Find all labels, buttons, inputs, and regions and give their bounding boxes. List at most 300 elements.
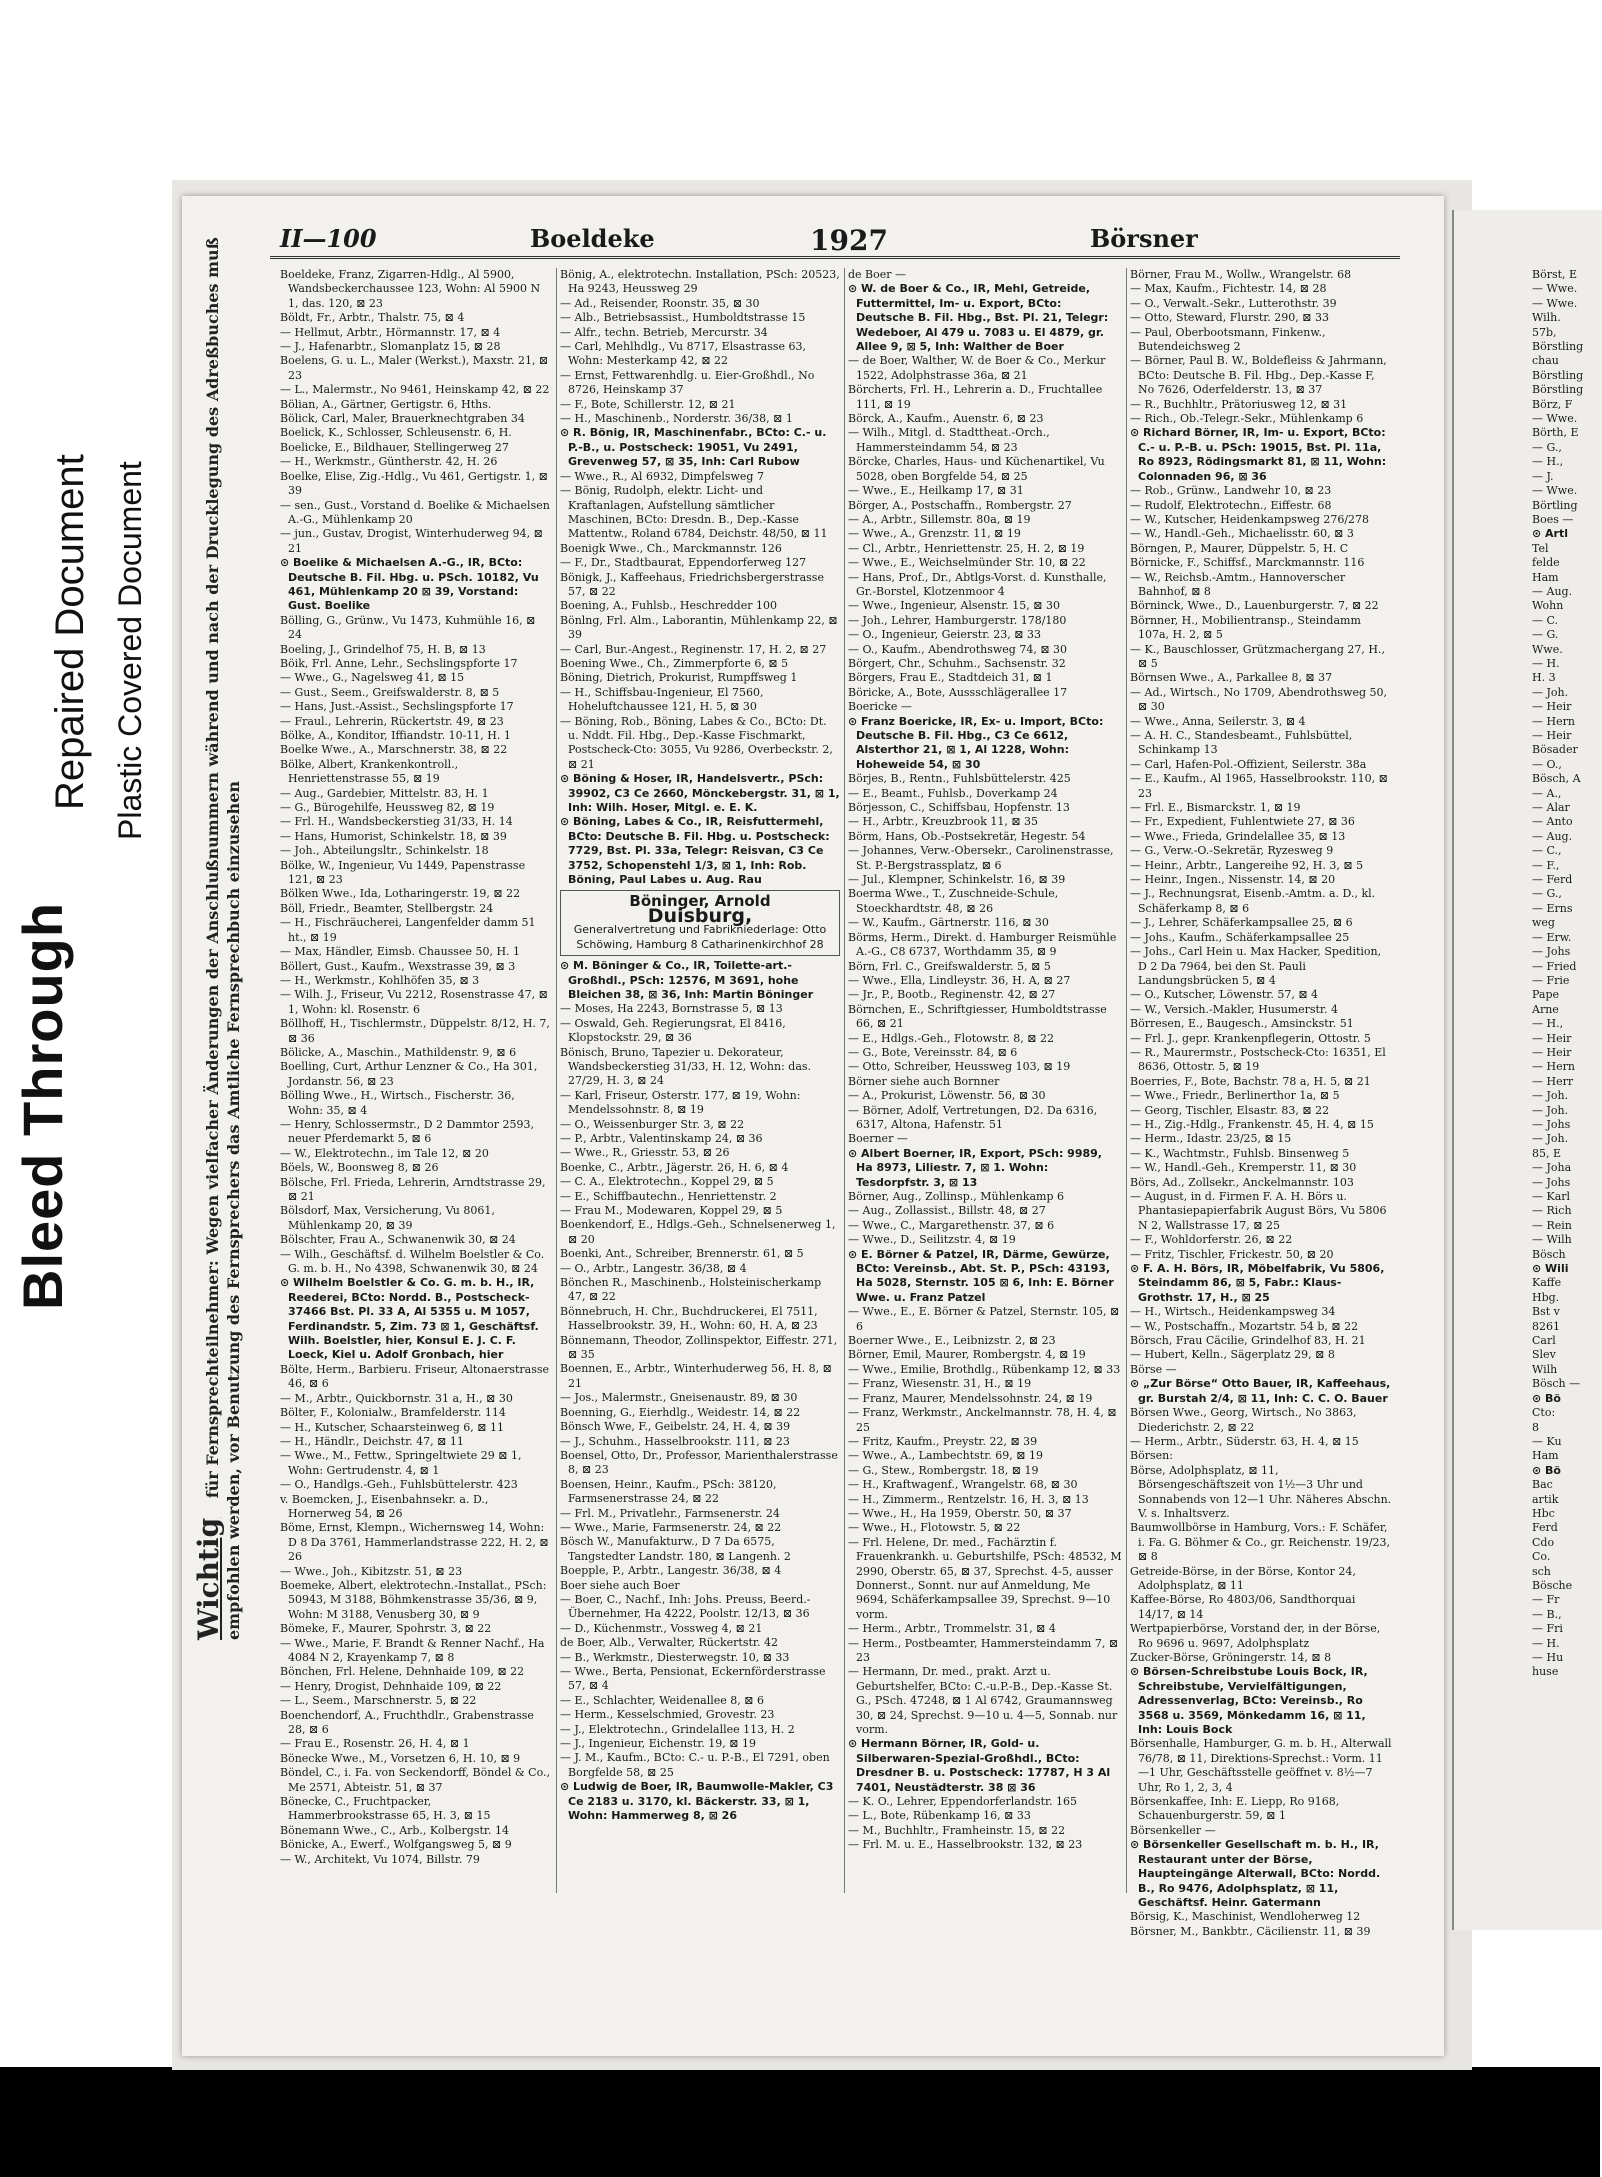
directory-entry: Börse, Adolphsplatz, ⊠ 11, Börsengeschäftszeit von 1½—3 Uhr und Sonnabends von 12—1 Uhr. Näheres Abschn. V. s. Inhaltsverz. bbox=[1130, 1463, 1392, 1520]
directory-entry: — Johannes, Verw.-Obersekr., Carolinenstrasse, St. P.-Bergstrassplatz, ⊠ 6 bbox=[848, 844, 1114, 872]
directory-entry: — Cl., Arbtr., Henriettenstr. 25, H. 2, ⊠ 19 bbox=[848, 541, 1085, 555]
directory-entry: — jun., Gustav, Drogist, Winterhuderweg 94, ⊠ 21 bbox=[280, 527, 543, 555]
directory-entry: — H. bbox=[1532, 656, 1560, 670]
directory-entry: — Otto, Schreiber, Heussweg 103, ⊠ 19 bbox=[848, 1060, 1071, 1074]
directory-entry: Bölke, A., Konditor, Iffiandstr. 10-11, H. 1 bbox=[280, 729, 511, 742]
directory-entry: — Wwe., E., Weichselmünder Str. 10, ⊠ 22 bbox=[848, 556, 1086, 570]
directory-entry: — Erns bbox=[1532, 901, 1573, 915]
directory-entry: Baumwollbörse in Hamburg, Vors.: F. Schäfer, i. Fa. G. Böhmer & Co., gr. Reichenstr. 19/23, ⊠ 8 bbox=[1130, 1521, 1390, 1564]
directory-entry: — Hern bbox=[1532, 1060, 1575, 1074]
directory-entry: — Fr., Expedient, Fuhlentwiete 27, ⊠ 36 bbox=[1130, 815, 1355, 829]
directory-entry: Bölke, W., Ingenieur, Vu 1449, Papenstrasse 121, ⊠ 23 bbox=[280, 858, 526, 887]
directory-entry: Boemeke, Albert, elektrotechn.-Installat., PSch: 50943, M 3188, Böhmkenstrasse 35/36, ⊠ 9, Wohn: M 3188, Venusberg 30, ⊠ 9 bbox=[280, 1578, 547, 1621]
directory-entry: Boer siehe auch Boer bbox=[560, 1578, 680, 1592]
directory-entry: — Wwe., R., Griesstr. 53, ⊠ 26 bbox=[560, 1146, 730, 1160]
repaired-document-stamp: Repaired Document bbox=[48, 454, 92, 810]
directory-entry: — M., Buchhltr., Framheinstr. 15, ⊠ 22 bbox=[848, 1823, 1066, 1837]
directory-entry: — Joh. bbox=[1532, 1103, 1569, 1117]
directory-entry: — Frl. J., gepr. Krankenpflegerin, Ottostr. 5 bbox=[1130, 1031, 1371, 1045]
directory-entry: Boes — bbox=[1532, 512, 1574, 526]
directory-entry: — W., Versich.-Makler, Husumerstr. 4 bbox=[1130, 1002, 1338, 1016]
directory-entry: ⊙ Wilhelm Boelstler & Co. G. m. b. H., IR, Reederei, BCto: Nordd. B., Postscheck-37466 Bst. Pl. 33 A, Al 5355 u. M 1057, Ferdinandstr. 5, Zim. 73 ⊠ 1, Geschäftsf. Wilh. Boelstler, hier, Konsul E. J. C. F. Loeck, Kiel u. Adolf Gronbach, hier bbox=[280, 1276, 539, 1362]
directory-entry: Börner, Emil, Maurer, Rombergstr. 4, ⊠ 19 bbox=[848, 1348, 1086, 1362]
directory-entry: — J., Schuhm., Hasselbrookstr. 111, ⊠ 23 bbox=[560, 1434, 790, 1448]
directory-entry: Börm, Hans, Ob.-Postsekretär, Hegestr. 54 bbox=[848, 829, 1086, 843]
directory-entry: Bac bbox=[1532, 1478, 1553, 1492]
directory-entry: — H., Wirtsch., Heidenkampsweg 34 bbox=[1130, 1305, 1336, 1319]
directory-entry: Boelicke, E., Bildhauer, Stellingerweg 27 bbox=[280, 440, 509, 454]
directory-entry: Bönnemann, Theodor, Zollinspektor, Eiffestr. 271, ⊠ 35 bbox=[560, 1333, 838, 1362]
directory-entry: Börsner, M., Bankbtr., Cäcilienstr. 11, ⊠ 39 bbox=[1130, 1924, 1371, 1938]
directory-entry: — H., Arbtr., Kreuzbrook 11, ⊠ 35 bbox=[848, 815, 1039, 829]
directory-entry: — Wwe., Marie, Farmsenerstr. 24, ⊠ 22 bbox=[560, 1520, 782, 1534]
directory-entry: Börstling bbox=[1532, 368, 1584, 382]
directory-entry: Böllert, Gust., Kaufm., Wexstrasse 39, ⊠ 3 bbox=[280, 959, 516, 973]
directory-entry: — Johs., Carl Hein u. Max Hacker, Spedition, D 2 Da 7964, bei den St. Pauli Landungsbrücken 5, ⊠ 4 bbox=[1130, 945, 1382, 987]
directory-entry: — J., Rechnungsrat, Eisenb.-Amtm. a. D., kl. Schäferkamp 8, ⊠ 6 bbox=[1130, 887, 1376, 915]
directory-entry: — Joh., Lehrer, Hamburgerstr. 178/180 bbox=[848, 613, 1067, 627]
directory-entry: — Anto bbox=[1532, 815, 1573, 829]
directory-entry: Börjesson, C., Schiffsbau, Hopfenstr. 13 bbox=[848, 801, 1070, 815]
directory-entry: Börner siehe auch Bornner bbox=[848, 1074, 1000, 1088]
directory-entry: Boelens, G. u. L., Maler (Werkst.), Maxstr. 21, ⊠ 23 bbox=[280, 354, 549, 382]
column-rule bbox=[844, 268, 845, 1893]
directory-entry: Börner, Aug., Zollinsp., Mühlenkamp 6 bbox=[848, 1190, 1064, 1203]
directory-entry: Böik, Frl. Anne, Lehr., Sechslingspforte 17 bbox=[280, 656, 518, 670]
directory-entry: — Carl, Mehlhdlg., Vu 8717, Elsastrasse 63, Wohn: Mesterkamp 42, ⊠ 22 bbox=[560, 340, 807, 368]
directory-entry: Boeling, J., Grindelhof 75, H. B, ⊠ 13 bbox=[280, 642, 486, 656]
directory-entry: Börstling bbox=[1532, 383, 1584, 397]
directory-entry: Börtling bbox=[1532, 498, 1578, 512]
directory-entry: Börnicke, F., Schiffsf., Marckmannstr. 116 bbox=[1130, 556, 1365, 570]
directory-entry: Börcke, Charles, Haus- und Küchenartikel, Vu 5028, oben Borgfelde 54, ⊠ 25 bbox=[848, 455, 1105, 483]
warning-text: für Fernsprechteilnehmer: Wegen vielfacher Änderungen der Anschlußnummern während und nach der Drucklegung des Adreßbuches muß empfohlen werden, vor Benutzung des Fernsprechers das Amtliche Fernsprechbuch einzusehen bbox=[203, 237, 243, 1640]
directory-entry: Bölken Wwe., Ida, Lotharingerstr. 19, ⊠ 22 bbox=[280, 887, 521, 901]
advertisement-line: Duisburg, bbox=[647, 904, 753, 927]
page-number: II—100 bbox=[280, 224, 377, 253]
directory-entry: Co. bbox=[1532, 1550, 1551, 1564]
directory-entry: — Franz, Wiesenstr. 31, H., ⊠ 19 bbox=[848, 1377, 1032, 1391]
directory-entry: — H., bbox=[1532, 1017, 1564, 1031]
last-entry-name: Börsner bbox=[1090, 224, 1198, 253]
directory-entry: ⊙ Börsen-Schreibstube Louis Bock, IR, Schreibstube, Vervielfältigungen, Adressenverlag, BCto: Vereinsb., Ro 3568 u. 3569, Mönkedamm 16, ⊠ 11, Inh: Louis Bock bbox=[1130, 1665, 1368, 1737]
directory-entry: — Fritz, Tischler, Frickestr. 50, ⊠ 20 bbox=[1130, 1247, 1334, 1261]
directory-entry: Börjes, B., Rentn., Fuhlsbüttelerstr. 425 bbox=[848, 772, 1071, 786]
directory-entry: Hbg. bbox=[1532, 1290, 1560, 1304]
directory-entry: Böme, Ernst, Klempn., Wichernsweg 14, Wohn: D 8 Da 3761, Hammerlandstrasse 222, H. 2, ⊠ 26 bbox=[280, 1521, 549, 1564]
directory-entry: de Boer — bbox=[848, 268, 907, 281]
directory-entry: Bölsdorf, Max, Versicherung, Vu 8061, Mühlenkamp 20, ⊠ 39 bbox=[280, 1204, 495, 1232]
directory-entry: Börck, A., Kaufm., Auenstr. 6, ⊠ 23 bbox=[848, 412, 1044, 426]
directory-entry: Wohn bbox=[1532, 599, 1564, 613]
directory-entry: — Karl, Friseur, Osterstr. 177, ⊠ 19, Wohn: Mendelssohnstr. 8, ⊠ 19 bbox=[560, 1088, 801, 1117]
column-rule bbox=[556, 268, 557, 1893]
directory-entry: Börngen, P., Maurer, Düppelstr. 5, H. C bbox=[1130, 541, 1349, 555]
directory-entry: — August, in d. Firmen F. A. H. Börs u. Phantasiepapierfabrik August Börs, Vu 5806 N 2, Wallstrasse 17, ⊠ 25 bbox=[1130, 1190, 1387, 1232]
advertisement-box bbox=[560, 890, 840, 956]
column-2 bbox=[560, 268, 840, 1903]
directory-entry: — Wwe., Ingenieur, Alsenstr. 15, ⊠ 30 bbox=[848, 599, 1060, 613]
scanner-bottom-band bbox=[0, 2067, 1600, 2177]
directory-entry: — J., Elektrotechn., Grindelallee 113, H. 2 bbox=[560, 1722, 795, 1736]
directory-entry: — E., Schlachter, Weidenallee 8, ⊠ 6 bbox=[560, 1693, 764, 1707]
directory-entry: Boenning, G., Eierhdlg., Weidestr. 14, ⊠ 22 bbox=[560, 1405, 801, 1419]
directory-entry: — Aug. bbox=[1532, 584, 1573, 598]
directory-entry: — Herm., Arbtr., Süderstr. 63, H. 4, ⊠ 15 bbox=[1130, 1434, 1359, 1448]
directory-entry: Getreide-Börse, in der Börse, Kontor 24, Adolphsplatz, ⊠ 11 bbox=[1130, 1564, 1356, 1592]
directory-entry: — Fr bbox=[1532, 1593, 1560, 1607]
directory-entry: — Frau E., Rosenstr. 26, H. 4, ⊠ 1 bbox=[280, 1737, 470, 1751]
directory-entry: Bölicke, A., Maschin., Mathildenstr. 9, ⊠ 6 bbox=[280, 1045, 517, 1059]
directory-entry: Börsenkaffee, Inh: E. Liepp, Ro 9168, Schauenburgerstr. 59, ⊠ 1 bbox=[1130, 1795, 1340, 1823]
directory-entry: — C. A., Elektrotechn., Koppel 29, ⊠ 5 bbox=[560, 1175, 774, 1189]
directory-entry: — Wwe., Berta, Pensionat, Eckernförderstrasse 57, ⊠ 4 bbox=[560, 1665, 826, 1693]
directory-entry: Carl bbox=[1532, 1334, 1556, 1348]
directory-entry: — Herm., Kesselschmied, Grovestr. 23 bbox=[560, 1708, 775, 1722]
directory-entry: Bönchen, Frl. Helene, Dehnhaide 109, ⊠ 22 bbox=[280, 1665, 525, 1679]
directory-entry: — Hermann, Dr. med., prakt. Arzt u. Geburtshelfer, BCto: C.-u.P.-B., Dep.-Kasse St. G., PSch. 47248, ⊠ 1 Al 6742, Graumannsweg 30, ⊠ 24, Sprechst. 9—10 u. 4—5, Sonnab. nur vorm. bbox=[848, 1665, 1118, 1737]
directory-entry: — Frl. H., Wandsbeckerstieg 31/33, H. 14 bbox=[280, 815, 513, 829]
directory-entry: — F., Bote, Schillerstr. 12, ⊠ 21 bbox=[560, 397, 736, 411]
directory-entry: — E., Beamt., Fuhlsb., Doverkamp 24 bbox=[848, 786, 1058, 800]
directory-entry: Börst, E bbox=[1532, 268, 1578, 281]
directory-entry: — Karl bbox=[1532, 1190, 1571, 1203]
directory-entry: — Wwe. bbox=[1532, 282, 1578, 296]
directory-entry: Bölling, G., Grünw., Vu 1473, Kuhmühle 16, ⊠ 24 bbox=[280, 613, 536, 642]
directory-entry: Börth, E bbox=[1532, 426, 1579, 440]
directory-entry: — W., Reichsb.-Amtm., Hannoverscher Bahnhof, ⊠ 8 bbox=[1130, 570, 1346, 598]
directory-entry: — Heir bbox=[1532, 1045, 1572, 1059]
directory-entry: ⊙ „Zur Börse“ Otto Bauer, IR, Kaffeehaus, gr. Burstah 2/4, ⊠ 11, Inh: C. C. O. Bauer bbox=[1130, 1377, 1391, 1405]
directory-entry: — B., Werkmstr., Diesterwegstr. 10, ⊠ 33 bbox=[560, 1650, 790, 1664]
directory-entry: H. 3 bbox=[1532, 671, 1556, 685]
directory-entry: — L., Malermstr., No 9461, Heinskamp 42, ⊠ 22 bbox=[280, 383, 550, 397]
directory-entry: — W., Architekt, Vu 1074, Billstr. 79 bbox=[280, 1852, 480, 1866]
directory-entry: — A., Arbtr., Sillemstr. 80a, ⊠ 19 bbox=[848, 512, 1031, 526]
directory-entry: — Herm., Idastr. 23/25, ⊠ 15 bbox=[1130, 1132, 1292, 1146]
first-entry-name: Boeldeke bbox=[530, 224, 655, 253]
directory-entry: Boelick, K., Schlosser, Schleusenstr. 6, H. bbox=[280, 426, 512, 440]
directory-entry: — K. O., Lehrer, Eppendorferlandstr. 165 bbox=[848, 1795, 1078, 1809]
directory-entry: — Wwe., H., Ha 1959, Oberstr. 50, ⊠ 37 bbox=[848, 1506, 1072, 1520]
directory-entry: — H., Kutscher, Schaarsteinweg 6, ⊠ 11 bbox=[280, 1420, 505, 1434]
directory-entry: Cto: bbox=[1532, 1406, 1556, 1420]
directory-entry: — Wilh., Geschäftsf. d. Wilhelm Boelstler & Co. G. m. b. H., No 4398, Schwanenwik 30, ⊠ 24 bbox=[280, 1247, 545, 1276]
directory-entry: Boenchendorf, A., Fruchthdlr., Grabenstrasse 28, ⊠ 6 bbox=[280, 1708, 534, 1737]
directory-entry: — Fri bbox=[1532, 1622, 1563, 1636]
directory-entry: 85, E bbox=[1532, 1146, 1562, 1160]
directory-entry: Boensen, Heinr., Kaufm., PSch: 38120, Farmsenerstrasse 24, ⊠ 22 bbox=[560, 1477, 777, 1506]
directory-entry: Boelke, Elise, Zig.-Hdlg., Vu 461, Gertigstr. 1, ⊠ 39 bbox=[280, 469, 548, 498]
directory-entry: Bönemann Wwe., C., Arb., Kolbergstr. 14 bbox=[280, 1823, 509, 1837]
directory-entry: ⊙ Boelike & Michaelsen A.-G., IR, BCto: Deutsche B. Fil. Hbg. u. PSch. 10182, Vu 461, Mühlenkamp 20 ⊠ 39, Vorstand: Gust. Boelike bbox=[280, 556, 539, 613]
directory-entry: Börresen, E., Baugesch., Amsinckstr. 51 bbox=[1130, 1017, 1354, 1031]
directory-entry: — Wwe., Emilie, Brothdlg., Rübenkamp 12, ⊠ 33 bbox=[848, 1362, 1121, 1376]
column-4 bbox=[1130, 268, 1392, 1938]
directory-entry: — Henry, Schlossermstr., D 2 Dammtor 2593, neuer Pferdemarkt 5, ⊠ 6 bbox=[280, 1117, 535, 1146]
directory-entry: — Heir bbox=[1532, 1031, 1572, 1045]
directory-entry: Boericke — bbox=[848, 700, 912, 714]
directory-entry: Bönecke, C., Fruchtpacker, Hammerbrookstrasse 65, H. 3, ⊠ 15 bbox=[280, 1795, 491, 1823]
directory-entry: — Wwe., M., Fettw., Springeltwiete 29 ⊠ 1, Wohn: Gertrudenstr. 4, ⊠ 1 bbox=[280, 1449, 522, 1477]
directory-entry: Börsen Wwe., Georg, Wirtsch., No 3863, Diederichstr. 2, ⊠ 22 bbox=[1130, 1406, 1357, 1434]
directory-entry: Börgers, Frau E., Stadtdeich 31, ⊠ 1 bbox=[848, 671, 1053, 685]
directory-entry: — H. bbox=[1532, 1636, 1560, 1650]
directory-entry: ⊙ E. Börner & Patzel, IR, Därme, Gewürze, BCto: Vereinsb., Abt. St. P., PSch: 43193, Ha 5028, Sternstr. 105 ⊠ 6, Inh: E. Börner Wwe. u. Franz Patzel bbox=[848, 1247, 1114, 1304]
directory-entry: — Carl, Hafen-Pol.-Offizient, Seilerstr. 38a bbox=[1130, 757, 1367, 771]
directory-entry: — B., bbox=[1532, 1607, 1562, 1621]
advertisement-line: Generalvertretung und Fabrikniederlage: Otto Schöwing, Hamburg 8 Catharinenkirchhof 28 bbox=[573, 923, 827, 951]
directory-entry: Bölter, F., Kolonialw., Bramfelderstr. 114 bbox=[280, 1406, 506, 1420]
directory-entry: — G., Stew., Rombergstr. 18, ⊠ 19 bbox=[848, 1463, 1039, 1477]
directory-entry: Börstling bbox=[1532, 340, 1584, 354]
directory-entry: — Wwe., A., Grenzstr. 11, ⊠ 19 bbox=[848, 527, 1021, 541]
directory-entry: Ham bbox=[1532, 570, 1559, 584]
directory-entry: Wilh. bbox=[1532, 311, 1561, 325]
directory-entry: — Heir bbox=[1532, 729, 1572, 742]
directory-entry: — J., Ingenieur, Eichenstr. 19, ⊠ 19 bbox=[560, 1737, 756, 1751]
directory-entry: — Ad., Reisender, Roonstr. 35, ⊠ 30 bbox=[560, 296, 760, 310]
directory-entry: Wertpapierbörse, Vorstand der, in der Börse, Ro 9696 u. 9697, Adolphsplatz bbox=[1130, 1622, 1381, 1650]
directory-entry: — Wwe. bbox=[1532, 484, 1578, 498]
directory-entry: Böning, Dietrich, Prokurist, Rumpffsweg 1 bbox=[560, 671, 798, 685]
directory-entry: Bönecke Wwe., M., Vorsetzen 6, H. 10, ⊠ 9 bbox=[280, 1751, 521, 1765]
directory-entry: Bösch W., Manufakturw., D 7 Da 6575, Tangstedter Landstr. 180, ⊠ Langenh. 2 bbox=[560, 1535, 791, 1563]
directory-entry: Arne bbox=[1532, 1002, 1559, 1016]
directory-entry: — Wwe., H., Flotowstr. 5, ⊠ 22 bbox=[848, 1521, 1021, 1535]
directory-entry: Bönlng, Frl. Alm., Laborantin, Mühlenkamp 22, ⊠ 39 bbox=[560, 613, 838, 642]
directory-entry: — Heir bbox=[1532, 700, 1572, 714]
directory-entry: Bönsch Wwe, F., Geibelstr. 24, H. 4, ⊠ 39 bbox=[560, 1420, 791, 1434]
directory-entry: — Herr bbox=[1532, 1074, 1574, 1088]
directory-entry: — H., Zimmerm., Rentzelstr. 16, H. 3, ⊠ 13 bbox=[848, 1492, 1089, 1506]
directory-entry: — Herm., Arbtr., Trommelstr. 31, ⊠ 4 bbox=[848, 1622, 1056, 1636]
directory-entry: — J. bbox=[1532, 469, 1554, 483]
directory-entry: — W., Elektrotechn., im Tale 12, ⊠ 20 bbox=[280, 1146, 489, 1160]
directory-entry: — W., Kaufm., Gärtnerstr. 116, ⊠ 30 bbox=[848, 916, 1049, 930]
directory-entry: Cdo bbox=[1532, 1535, 1555, 1549]
directory-entry: ⊙ Bö bbox=[1532, 1391, 1561, 1405]
directory-entry: — Ku bbox=[1532, 1434, 1562, 1448]
directory-entry: — D., Küchenmstr., Vossweg 4, ⊠ 21 bbox=[560, 1621, 763, 1635]
directory-entry: Boenke, C., Arbtr., Jägerstr. 26, H. 6, ⊠ 4 bbox=[560, 1160, 789, 1174]
page-header bbox=[270, 222, 1400, 259]
directory-entry: — C. bbox=[1532, 613, 1559, 627]
directory-entry: Boepple, P., Arbtr., Langestr. 36/38, ⊠ 4 bbox=[560, 1564, 782, 1578]
directory-entry: 8 bbox=[1532, 1420, 1539, 1434]
directory-entry: Böels, W., Boonsweg 8, ⊠ 26 bbox=[280, 1161, 439, 1175]
directory-entry: — O., Handlgs.-Geh., Fuhlsbüttelerstr. 423 bbox=[280, 1478, 518, 1492]
advertisement-line: Böninger, Arnold bbox=[629, 892, 771, 911]
directory-entry: — Wwe., D., Seilitzstr. 4, ⊠ 19 bbox=[848, 1233, 1016, 1247]
directory-entry: Bönigk, J., Kaffeehaus, Friedrichsbergerstrasse 57, ⊠ 22 bbox=[560, 570, 824, 598]
directory-entry: — Boer, C., Nachf., Inh: Johs. Preuss, Beerd.-Übernehmer, Ha 4222, Poolstr. 12/13, ⊠ 36 bbox=[560, 1592, 811, 1621]
directory-entry: — O., Verwalt.-Sekr., Lutterothstr. 39 bbox=[1130, 296, 1337, 310]
directory-entry: — Johs bbox=[1532, 945, 1571, 959]
directory-entry: — Frl. M. u. E., Hasselbrookstr. 132, ⊠ 23 bbox=[848, 1838, 1083, 1852]
directory-entry: — O., Kaufm., Abendrothsweg 74, ⊠ 30 bbox=[848, 642, 1068, 656]
directory-entry: — Frau M., Modewaren, Koppel 29, ⊠ 5 bbox=[560, 1204, 783, 1217]
directory-entry: — K., Wachtmstr., Fuhlsb. Binsenweg 5 bbox=[1130, 1146, 1350, 1160]
directory-entry: — H., Maschinenb., Norderstr. 36/38, ⊠ 1 bbox=[560, 412, 793, 426]
directory-entry: Boerries, F., Bote, Bachstr. 78 a, H. 5, ⊠ 21 bbox=[1130, 1074, 1371, 1088]
directory-entry: Börsenhalle, Hamburger, G. m. b. H., Alterwall 76/78, ⊠ 11, Direktions-Sprechst.: Vorm. 11—1 Uhr, Geschäftsstelle geöffnet v. 8½—7 Uhr, Ro 1, 2, 3, 4 bbox=[1130, 1737, 1392, 1794]
directory-entry: ⊙ Hermann Börner, IR, Gold- u. Silberwaren-Spezial-Großhdl., BCto: Dresdner B. u. Postscheck: 17787, H 3 Al 7401, Neustädterstr. 38 ⊠ 36 bbox=[848, 1737, 1111, 1794]
directory-entry: — H., Zig.-Hdlg., Frankenstr. 45, H. 4, ⊠ 15 bbox=[1130, 1117, 1374, 1131]
directory-entry: — Jul., Klempner, Schinkelstr. 16, ⊠ 39 bbox=[848, 873, 1066, 887]
directory-entry: Börsenkeller — bbox=[1130, 1823, 1216, 1837]
directory-entry: — Wwe., Marie, F. Brandt & Renner Nachf., Ha 4084 N 2, Krayenkamp 7, ⊠ 8 bbox=[280, 1636, 545, 1664]
directory-entry: Börs, Ad., Zollsekr., Anckelmannstr. 103 bbox=[1130, 1175, 1354, 1189]
directory-entry: — L., Bote, Rübenkamp 16, ⊠ 33 bbox=[848, 1809, 1031, 1823]
directory-entry: — Rich bbox=[1532, 1204, 1572, 1218]
directory-entry: ⊙ Albert Boerner, IR, Export, PSch: 9989, Ha 8973, Liliestr. 7, ⊠ 1. Wohn: Tesdorpfstr. 3, ⊠ 13 bbox=[848, 1146, 1102, 1189]
directory-entry: — Erw. bbox=[1532, 930, 1572, 944]
directory-entry: Böldt, Fr., Arbtr., Thalstr. 75, ⊠ 4 bbox=[280, 311, 465, 325]
directory-entry: Wwe. bbox=[1532, 642, 1563, 656]
directory-entry: — Jos., Malermstr., Gneisenaustr. 89, ⊠ 30 bbox=[560, 1391, 798, 1405]
directory-entry: Bösader bbox=[1532, 743, 1578, 757]
directory-entry: Börse — bbox=[1130, 1362, 1177, 1376]
directory-entry: Boelling, Curt, Arthur Lenzner & Co., Ha 301, Jordanstr. 56, ⊠ 23 bbox=[280, 1060, 538, 1088]
directory-entry: — Fritz, Kaufm., Preystr. 22, ⊠ 39 bbox=[848, 1434, 1038, 1448]
directory-entry: — Aug., Zollassist., Billstr. 48, ⊠ 27 bbox=[848, 1204, 1046, 1218]
directory-entry: Slev bbox=[1532, 1348, 1556, 1362]
directory-entry: ⊙ Börsenkeller Gesellschaft m. b. H., IR, Restaurant unter der Börse, Haupteingänge Alterwall, BCto: Nordd. B., Ro 9476, Adolphsplatz, ⊠ 11, Geschäftsf. Heinr. Gatermann bbox=[1130, 1838, 1381, 1909]
directory-entry: Bönisch, Bruno, Tapezier u. Dekorateur, Wandsbeckerstieg 31/33, H. 12, Wohn: das. 27/29, H. 3, ⊠ 24 bbox=[560, 1045, 812, 1088]
directory-entry: — Wwe., Joh., Kibitzstr. 51, ⊠ 23 bbox=[280, 1564, 463, 1578]
directory-entry: — Aug., Gardebier, Mittelstr. 83, H. 1 bbox=[280, 786, 489, 800]
directory-entry: — O., Ingenieur, Geierstr. 23, ⊠ 33 bbox=[848, 628, 1041, 642]
directory-entry: — Böning, Rob., Böning, Labes & Co., BCto: Dt. u. Nddt. Fil. Hbg., Dep.-Kasse Fischmarkt, Postscheck-Cto: 3055, Vu 9286, Overbeckstr. 2, ⊠ 21 bbox=[560, 714, 833, 771]
directory-entry: ⊙ F. A. H. Börs, IR, Möbelfabrik, Vu 5806, Steindamm 86, ⊠ 5, Fabr.: Klaus-Grothstr. 17, H., ⊠ 25 bbox=[1130, 1262, 1385, 1304]
directory-entry: — Franz, Maurer, Mendelssohnstr. 24, ⊠ 19 bbox=[848, 1391, 1093, 1405]
directory-entry: v. Boemcken, J., Eisenbahnsekr. a. D., Hornerweg 54, ⊠ 26 bbox=[280, 1492, 489, 1520]
directory-entry: Boerner Wwe., E., Leibnizstr. 2, ⊠ 23 bbox=[848, 1334, 1056, 1348]
directory-entry: Börsig, K., Maschinist, Wendloherweg 12 bbox=[1130, 1910, 1361, 1924]
directory-entry: Hbc bbox=[1532, 1506, 1555, 1520]
directory-entry: artik bbox=[1532, 1492, 1559, 1506]
directory-entry: Börms, Herm., Direkt. d. Hamburger Reismühle A.-G., C8 6737, Worthdamm 35, ⊠ 9 bbox=[848, 930, 1117, 959]
directory-entry: — Hellmut, Arbtr., Hörmannstr. 17, ⊠ 4 bbox=[280, 325, 501, 339]
directory-entry: — Wwe., Frieda, Grindelallee 35, ⊠ 13 bbox=[1130, 829, 1346, 843]
directory-entry: weg bbox=[1532, 916, 1555, 930]
directory-entry: — Wwe., Ella, Lindleystr. 36, H. A, ⊠ 27 bbox=[848, 973, 1071, 987]
directory-entry: — Wilh. J., Friseur, Vu 2212, Rosenstrasse 47, ⊠ 1, Wohn: kl. Rosenstr. 6 bbox=[280, 988, 548, 1016]
directory-entry: — Joh. bbox=[1532, 685, 1569, 699]
directory-entry: Boening, A., Fuhlsb., Heschredder 100 bbox=[560, 599, 777, 613]
directory-entry: — W., Postschaffn., Mozartstr. 54 b, ⊠ 22 bbox=[1130, 1319, 1359, 1333]
directory-entry: — Rudolf, Elektrotechn., Eiffestr. 68 bbox=[1130, 498, 1332, 512]
directory-entry: Ham bbox=[1532, 1449, 1559, 1463]
edition-year: 1927 bbox=[810, 224, 888, 257]
directory-entry: — O., Arbtr., Langestr. 36/38, ⊠ 4 bbox=[560, 1261, 747, 1275]
directory-entry: — Hans, Just.-Assist., Sechslingspforte 17 bbox=[280, 700, 514, 714]
directory-entry: Bönnebruch, H. Chr., Buchdruckerei, El 7511, Hasselbrookstr. 39, H., Wohn: 60, H. A, ⊠ 23 bbox=[560, 1304, 818, 1333]
directory-entry: Bönig, A., elektrotechn. Installation, PSch: 20523, Ha 9243, Heussweg 29 bbox=[560, 268, 840, 296]
column-rule bbox=[1126, 268, 1127, 1893]
directory-entry: — E., Kaufm., Al 1965, Hasselbrookstr. 110, ⊠ 23 bbox=[1130, 772, 1388, 800]
directory-entry: — Wwe., C., Margarethenstr. 37, ⊠ 6 bbox=[848, 1218, 1055, 1232]
directory-entry: Boenki, Ant., Schreiber, Brennerstr. 61, ⊠ 5 bbox=[560, 1247, 804, 1261]
directory-entry: — J., Lehrer, Schäferkampsallee 25, ⊠ 6 bbox=[1130, 916, 1353, 930]
directory-entry: Kaffe bbox=[1532, 1276, 1562, 1290]
directory-entry: — R., Buchhltr., Prätoriusweg 12, ⊠ 31 bbox=[1130, 397, 1348, 411]
telephone-warning bbox=[192, 190, 244, 1640]
directory-entry: Wilh bbox=[1532, 1362, 1558, 1376]
directory-entry: — W., Kutscher, Heidenkampsweg 276/278 bbox=[1130, 512, 1370, 526]
directory-entry: — Wwe. bbox=[1532, 412, 1578, 426]
directory-entry: Bönicke, A., Ewerf., Wolfgangsweg 5, ⊠ 9 bbox=[280, 1838, 512, 1852]
directory-entry: Kaffee-Börse, Ro 4803/06, Sandthorquai 14/17, ⊠ 14 bbox=[1130, 1593, 1356, 1621]
directory-entry: Böndel, C., i. Fa. von Seckendorff, Böndel & Co., Me 2571, Abteistr. 51, ⊠ 37 bbox=[280, 1766, 551, 1794]
directory-entry: Boelke Wwe., A., Marschnerstr. 38, ⊠ 22 bbox=[280, 743, 508, 757]
directory-entry: Börninck, Wwe., D., Lauenburgerstr. 7, ⊠ 22 bbox=[1130, 599, 1379, 613]
directory-entry: Bölte, Herm., Barbieru. Friseur, Altonaerstrasse 46, ⊠ 6 bbox=[280, 1362, 550, 1391]
directory-entry: Börcherts, Frl. H., Lehrerin a. D., Fruchtallee 111, ⊠ 19 bbox=[848, 383, 1103, 411]
directory-entry: Bst v bbox=[1532, 1305, 1560, 1319]
directory-entry: — M., Arbtr., Quickbornstr. 31 a, H., ⊠ 30 bbox=[280, 1391, 513, 1405]
directory-entry: ⊙ Bö bbox=[1532, 1463, 1561, 1477]
directory-entry: — W., Handl.-Geh., Michaelisstr. 60, ⊠ 3 bbox=[1130, 527, 1354, 541]
directory-entry: Boeldeke, Franz, Zigarren-Hdlg., Al 5900, Wandsbeckerchaussee 123, Wohn: Al 5900 N 1, das. 120, ⊠ 23 bbox=[280, 268, 541, 310]
directory-entry: — P., Arbtr., Valentinskamp 24, ⊠ 36 bbox=[560, 1131, 763, 1145]
directory-entry: — F., Wohldorferstr. 26, ⊠ 22 bbox=[1130, 1233, 1293, 1247]
bleed-through-stamp: Bleed Through bbox=[11, 901, 74, 1310]
directory-entry: chau bbox=[1532, 354, 1559, 368]
directory-entry: ⊙ Franz Boericke, IR, Ex- u. Import, BCto: Deutsche B. Fil. Hbg., C3 Ce 6612, Alsterthor 21, ⊠ 1, Al 1228, Wohn: Hoheweide 54, ⊠ 30 bbox=[848, 714, 1104, 771]
directory-entry: Börz, F bbox=[1532, 397, 1573, 411]
directory-entry: ⊙ R. Bönig, IR, Maschinenfabr., BCto: C.- u. P.-B., u. Postscheck: 19051, Vu 2491, Grevenweg 57, ⊠ 35, Inh: Carl Rubow bbox=[560, 426, 827, 469]
directory-entry: Boening Wwe., Ch., Zimmerpforte 6, ⊠ 5 bbox=[560, 656, 789, 670]
directory-entry: Börsen: bbox=[1130, 1449, 1173, 1463]
directory-entry: — Heinr., Arbtr., Langereihe 92, H. 3, ⊠ 5 bbox=[1130, 858, 1364, 872]
directory-entry: Boerner — bbox=[848, 1132, 908, 1146]
directory-entry: — O., Weissenburger Str. 3, ⊠ 22 bbox=[560, 1117, 745, 1131]
column-3 bbox=[848, 268, 1122, 1903]
directory-entry: 8261 bbox=[1532, 1319, 1560, 1333]
directory-entry: — Franz, Werkmstr., Anckelmannstr. 78, H. 4, ⊠ 25 bbox=[848, 1406, 1117, 1434]
directory-entry: — Rob., Grünw., Landwehr 10, ⊠ 23 bbox=[1130, 484, 1332, 498]
directory-entry: Bölschter, Frau A., Schwanenwik 30, ⊠ 24 bbox=[280, 1233, 516, 1247]
directory-entry: Börner, Frau M., Wollw., Wrangelstr. 68 bbox=[1130, 268, 1352, 281]
directory-entry: — F., Dr., Stadtbaurat, Eppendorferweg 127 bbox=[560, 556, 807, 570]
directory-entry: — Ad., Wirtsch., No 1709, Abendrothsweg 50, ⊠ 30 bbox=[1130, 685, 1388, 714]
directory-entry: — Fraul., Lehrerin, Rückertstr. 49, ⊠ 23 bbox=[280, 714, 504, 728]
directory-entry: — J., Hafenarbtr., Slomanplatz 15, ⊠ 28 bbox=[280, 340, 501, 354]
directory-entry: Börsch, Frau Cäcilie, Grindelhof 83, H. 21 bbox=[1130, 1334, 1366, 1348]
directory-entry: Boennen, E., Arbtr., Winterhuderweg 56, H. 8, ⊠ 21 bbox=[560, 1362, 832, 1390]
directory-entry: — Frl. Helene, Dr. med., Fachärztin f. Frauenkrankh. u. Geburtshilfe, PSch: 48532, M 2990, Oberstr. 65, ⊠ 37, Sprechst. 4-5, ausser Donnerst., Sonnt. nur auf Anmeldung, Me 9694, Schäferkampsallee 39, Sprechst. 9—10 vorm. bbox=[848, 1535, 1122, 1621]
directory-entry: — E., Hdlgs.-Geh., Flotowstr. 8, ⊠ 22 bbox=[848, 1031, 1054, 1045]
directory-entry: — Wilh., Mitgl. d. Stadttheat.-Orch., Hammersteindamm 54, ⊠ 23 bbox=[848, 426, 1050, 454]
directory-entry: — H., Werkmstr., Kohlhöfen 35, ⊠ 3 bbox=[280, 973, 480, 987]
directory-entry: Börgert, Chr., Schuhm., Sachsenstr. 32 bbox=[848, 656, 1066, 670]
directory-entry: — E., Schiffbautechn., Henriettenstr. 2 bbox=[560, 1189, 777, 1203]
directory-entry: — Johs., Kaufm., Schäferkampsallee 25 bbox=[1130, 930, 1350, 944]
directory-entry: — Jr., P., Bootb., Reginenstr. 42, ⊠ 27 bbox=[848, 988, 1056, 1002]
directory-entry: — Joha bbox=[1532, 1161, 1572, 1175]
directory-entry: — L., Seem., Marschnerstr. 5, ⊠ 22 bbox=[280, 1694, 477, 1708]
directory-entry: ⊙ Böning & Hoser, IR, Handelsvertr., PSch: 39902, C3 Ce 2660, Mönckebergstr. 31, ⊠ 1, Inh: Wilh. Hoser, Mitgl. e. E. K. bbox=[560, 772, 840, 815]
directory-entry: — Heinr., Ingen., Nissenstr. 14, ⊠ 20 bbox=[1130, 873, 1336, 887]
directory-entry: Bölsche, Frl. Frieda, Lehrerin, Arndtstrasse 29, ⊠ 21 bbox=[280, 1175, 546, 1203]
directory-entry: huse bbox=[1532, 1665, 1559, 1679]
directory-entry: — Wwe., E., Heilkamp 17, ⊠ 31 bbox=[848, 484, 1024, 498]
directory-entry: — Henry, Drogist, Dehnhaide 109, ⊠ 22 bbox=[280, 1679, 502, 1693]
directory-entry: — G. bbox=[1532, 628, 1559, 642]
directory-entry: ⊙ Böning, Labes & Co., IR, Reisfuttermehl, BCto: Deutsche B. Fil. Hbg. u. Postscheck: 7729, Bst. Pl. 33a, Telegr: Reisvan, C3 Ce 3752, Schopenstehl 1/3, ⊠ 1, Inh: Rob. Böning, Paul Labes u. Aug. Rau bbox=[560, 815, 830, 887]
